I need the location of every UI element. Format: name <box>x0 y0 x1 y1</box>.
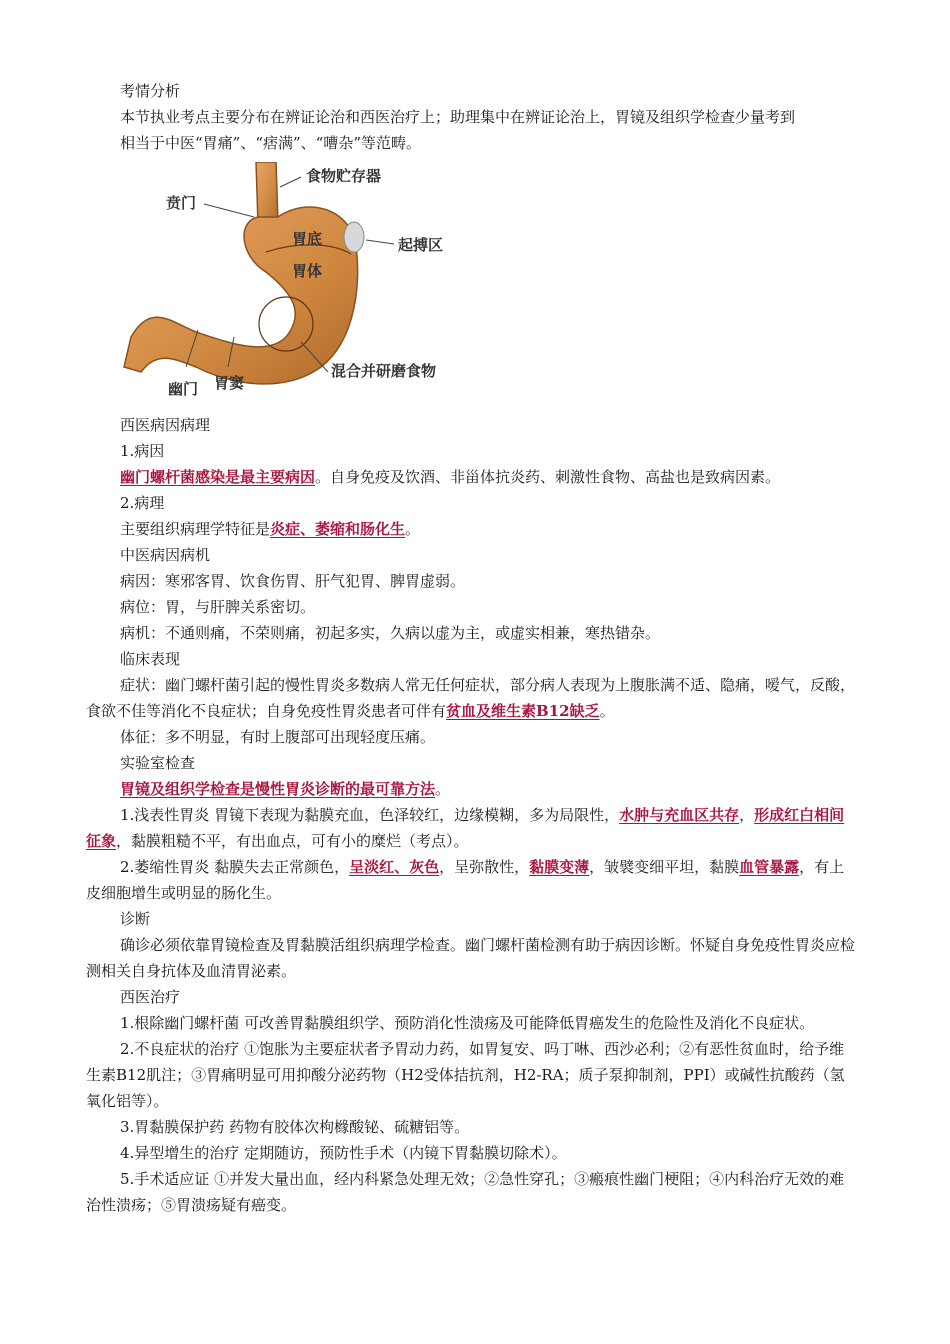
lab-superficial-text <box>86 802 856 854</box>
pathology-suffix: 。 <box>405 520 421 538</box>
tcm-category-text: 相当于中医“胃痛”、“痞满”、“嘈杂”等范畴。 <box>120 134 422 152</box>
lab-atrophic-text <box>86 854 856 906</box>
label-body: 胃体 <box>292 262 323 280</box>
lab2-highlight-3: 血管暴露 <box>739 858 800 876</box>
heading-diagnosis: 诊断 <box>120 910 151 928</box>
lab-highlight: 胃镜及组织学检查是慢性胃炎诊断的最可靠方法 <box>120 780 436 798</box>
cause-highlight: 幽门螺杆菌感染是最主要病因 <box>120 468 316 486</box>
lab2-mid-1: ，呈弥散性， <box>439 858 530 876</box>
document-page <box>86 78 856 1218</box>
heading-clinical: 临床表现 <box>120 650 181 668</box>
cause-text <box>86 464 856 490</box>
pathology-text <box>86 516 856 542</box>
treatment-5: 5.手术适应证 ①并发大量出血，经内科紧急处理无效；②急性穿孔；③瘢痕性幽门梗阻；④内科治疗无效的难治性溃疡；⑤胃溃疡疑有癌变。 <box>86 1170 845 1214</box>
tcm-cause: 病因：寒邪客胃、饮食伤胃、肝气犯胃、脾胃虚弱。 <box>120 572 466 590</box>
lab2-prefix: 2.萎缩性胃炎 黏膜失去正常颜色， <box>120 858 350 876</box>
diagnosis-text: 确诊必须依靠胃镜检查及胃黏膜活组织病理学检查。幽门螺杆菌检测有助于病因诊断。怀疑自身免疫性胃炎应检测相关自身抗体及血清胃泌素。 <box>86 936 856 980</box>
symptom-highlight: 贫血及维生素B12缺乏 <box>446 702 600 720</box>
lab1-highlight-2: 形成红白相间征象 <box>86 806 845 850</box>
lab1-suffix: ，黏膜粗糙不平，有出血点，可有小的糜烂（考点）。 <box>116 832 469 850</box>
symptom-suffix: 。 <box>599 702 615 720</box>
lab1-prefix: 1.浅表性胃炎 胃镜下表现为黏膜充血，色泽较红，边缘模糊，多为局限性， <box>120 806 620 824</box>
label-cardia: 贲门 <box>166 194 197 212</box>
stomach-diagram <box>116 162 476 412</box>
label-fundus: 胃底 <box>292 230 323 248</box>
exam-analysis-text: 本节执业考点主要分布在辨证论治和西医治疗上；助理集中在辨证论治上，胃镜及组织学检查少量考到 <box>120 108 796 126</box>
heading-treatment: 西医治疗 <box>120 988 181 1006</box>
lab1-highlight-1: 水肿与充血区共存 <box>619 806 740 824</box>
lab2-suffix: ，有上皮细胞增生或明显的肠化生。 <box>86 858 845 902</box>
tcm-location: 病位：胃，与肝脾关系密切。 <box>120 598 316 616</box>
heading-exam-analysis: 考情分析 <box>120 82 181 100</box>
tcm-mechanism: 病机：不通则痛，不荣则痛，初起多实，久病以虚为主，或虚实相兼，寒热错杂。 <box>120 624 661 642</box>
heading-west-etiology: 西医病因病理 <box>120 416 211 434</box>
lab-suffix: 。 <box>435 780 451 798</box>
lab2-highlight-2: 黏膜变薄 <box>529 858 590 876</box>
symptom-text <box>86 672 856 724</box>
label-food-storage: 食物贮存器 <box>306 167 382 185</box>
treatment-2: 2.不良症状的治疗 ①饱胀为主要症状者予胃动力药，如胃复安、吗丁啉、西沙必利；②有恶性贫血时，给予维生素B12肌注；③胃痛明显可用抑酸分泌药物（H2受体拮抗剂，H2-RA；质子泵抑制剂，PPI）或碱性抗酸药（氢氧化铝等）。 <box>86 1040 845 1110</box>
lab1-mid: ， <box>739 806 755 824</box>
lab-key-text <box>86 776 856 802</box>
label-pylorus: 幽门 <box>168 380 199 398</box>
cause-rest: 。自身免疫及饮酒、非甾体抗炎药、刺激性食物、高盐也是致病因素。 <box>315 468 781 486</box>
treatment-1: 1.根除幽门螺杆菌 可改善胃黏膜组织学、预防消化性溃疡及可能降低胃癌发生的危险性及消化不良症状。 <box>120 1014 815 1032</box>
label-antrum: 胃窦 <box>214 374 245 392</box>
pathology-highlight: 炎症、萎缩和肠化生 <box>270 520 406 538</box>
treatment-4: 4.异型增生的治疗 定期随访，预防性手术（内镜下胃黏膜切除术）。 <box>120 1144 567 1162</box>
pathology-prefix: 主要组织病理学特征是 <box>120 520 271 538</box>
sign-text: 体征：多不明显，有时上腹部可出现轻度压痛。 <box>120 728 436 746</box>
treatment-3: 3.胃黏膜保护药 药物有胶体次枸橼酸铋、硫糖铝等。 <box>120 1118 470 1136</box>
lab2-mid-2: ，皱襞变细平坦，黏膜 <box>589 858 740 876</box>
heading-cause: 1.病因 <box>120 442 165 460</box>
heading-pathology: 2.病理 <box>120 494 165 512</box>
lab2-highlight-1: 呈淡红、灰色 <box>349 858 440 876</box>
heading-lab: 实验室检查 <box>120 754 196 772</box>
label-pacemaker: 起搏区 <box>398 236 444 254</box>
symptom-prefix: 症状：幽门螺杆菌引起的慢性胃炎多数病人常无任何症状，部分病人表现为上腹胀满不适、隐痛，嗳气，反酸，食欲不佳等消化不良症状；自身免疫性胃炎患者可伴有 <box>86 676 856 720</box>
label-mixing: 混合并研磨食物 <box>331 362 437 380</box>
heading-tcm-etiology: 中医病因病机 <box>120 546 211 564</box>
